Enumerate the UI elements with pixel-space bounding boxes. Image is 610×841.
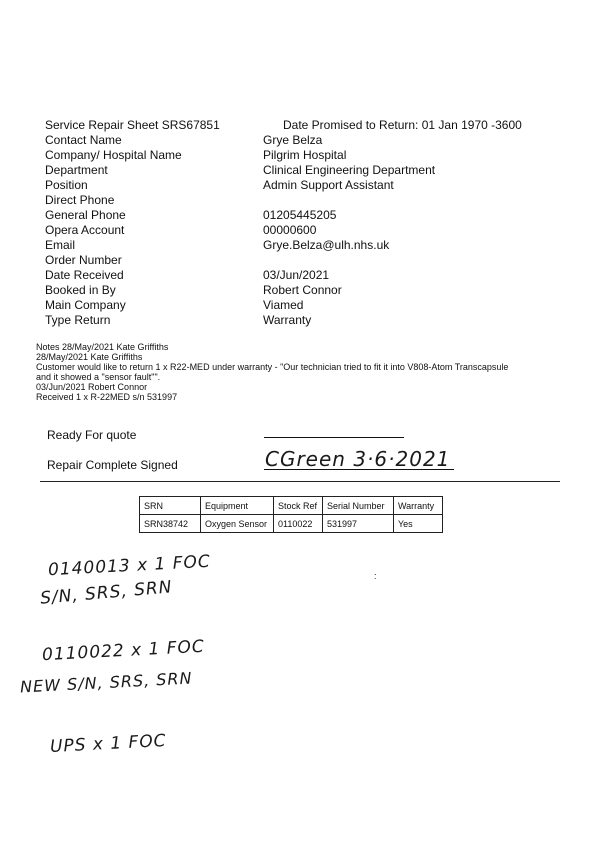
column-header: Stock Ref [274, 497, 323, 515]
field-value: Robert Connor [263, 283, 342, 297]
contact-fields [45, 133, 465, 328]
field-value: Grye Belza [263, 133, 323, 147]
table-cell: Oxygen Sensor [201, 515, 274, 533]
field-row-main-company [45, 298, 465, 313]
ready-signature-line [264, 437, 404, 438]
field-value: Grye.Belza@ulh.nhs.uk [263, 238, 390, 252]
field-row-date-received [45, 268, 465, 283]
field-label: Date Received [45, 268, 124, 282]
note-line: Received 1 x R-22MED s/n 531997 [36, 392, 178, 402]
field-row-department [45, 163, 465, 178]
handwritten-note-2: S/N, SRS, SRN [39, 577, 174, 609]
sheet-title: Service Repair Sheet SRS67851 [45, 118, 220, 132]
table-cell: SRN38742 [140, 515, 201, 533]
field-row-company [45, 148, 465, 163]
table-header-row [140, 497, 443, 515]
note-line: 03/Jun/2021 Robert Connor [36, 382, 148, 392]
column-header: Equipment [201, 497, 274, 515]
field-label: Email [45, 238, 76, 252]
ready-for-quote-label: Ready For quote [47, 428, 137, 442]
note-line: and it showed a "sensor fault"". [36, 372, 161, 382]
handwritten-note-1: 0140013 x 1 FOC [47, 551, 212, 581]
handwritten-note-4: NEW S/N, SRS, SRN [19, 668, 193, 697]
handwritten-note-5: UPS x 1 FOC [49, 730, 168, 758]
handwritten-note-3: 0110022 x 1 FOC [41, 636, 206, 666]
field-row-position [45, 178, 465, 193]
section-divider [40, 481, 560, 482]
table-cell: 0110022 [274, 515, 323, 533]
field-value: Clinical Engineering Department [263, 163, 436, 177]
field-row-booked-in-by [45, 283, 465, 298]
table-cell: Yes [394, 515, 443, 533]
table-cell: 531997 [323, 515, 394, 533]
notes-block [36, 342, 596, 402]
date-promised: Date Promised to Return: 01 Jan 1970 -3600 [283, 118, 522, 132]
repair-signature: CGreen 3·6·2021 [265, 447, 451, 471]
field-label: Booked in By [45, 283, 116, 297]
note-line: Customer would like to return 1 x R22-MED under warranty - "Our technician tried to fit it into V808-Atom Transcapsule [36, 362, 509, 372]
field-row-direct-phone [45, 193, 465, 208]
field-label: Contact Name [45, 133, 122, 147]
field-label: Position [45, 178, 88, 192]
note-line: Notes 28/May/2021 Kate Griffiths [36, 342, 169, 352]
field-row-email [45, 238, 465, 253]
field-value: Warranty [263, 313, 312, 327]
field-label: Opera Account [45, 223, 125, 237]
field-value: Admin Support Assistant [263, 178, 394, 192]
field-row-opera-account [45, 223, 465, 238]
field-value: 00000600 [263, 223, 317, 237]
repair-complete-label: Repair Complete Signed [47, 458, 178, 472]
scan-speck: : [374, 571, 377, 581]
field-label: Direct Phone [45, 193, 115, 207]
field-label: General Phone [45, 208, 126, 222]
field-value: Pilgrim Hospital [263, 148, 347, 162]
field-label: Company/ Hospital Name [45, 148, 182, 162]
field-value: Viamed [263, 298, 304, 312]
equipment-table [139, 496, 443, 533]
column-header: Serial Number [323, 497, 394, 515]
field-row-contact-name [45, 133, 465, 148]
field-label: Department [45, 163, 108, 177]
note-line: 28/May/2021 Kate Griffiths [36, 352, 143, 362]
repair-signature-line [264, 469, 454, 470]
column-header: SRN [140, 497, 201, 515]
field-value: 03/Jun/2021 [263, 268, 330, 282]
field-label: Order Number [45, 253, 122, 267]
field-value: 01205445205 [263, 208, 337, 222]
field-row-general-phone [45, 208, 465, 223]
table-row [140, 515, 443, 533]
field-row-type-return [45, 313, 465, 328]
field-label: Main Company [45, 298, 126, 312]
field-label: Type Return [45, 313, 111, 327]
field-row-order-number [45, 253, 465, 268]
column-header: Warranty [394, 497, 443, 515]
